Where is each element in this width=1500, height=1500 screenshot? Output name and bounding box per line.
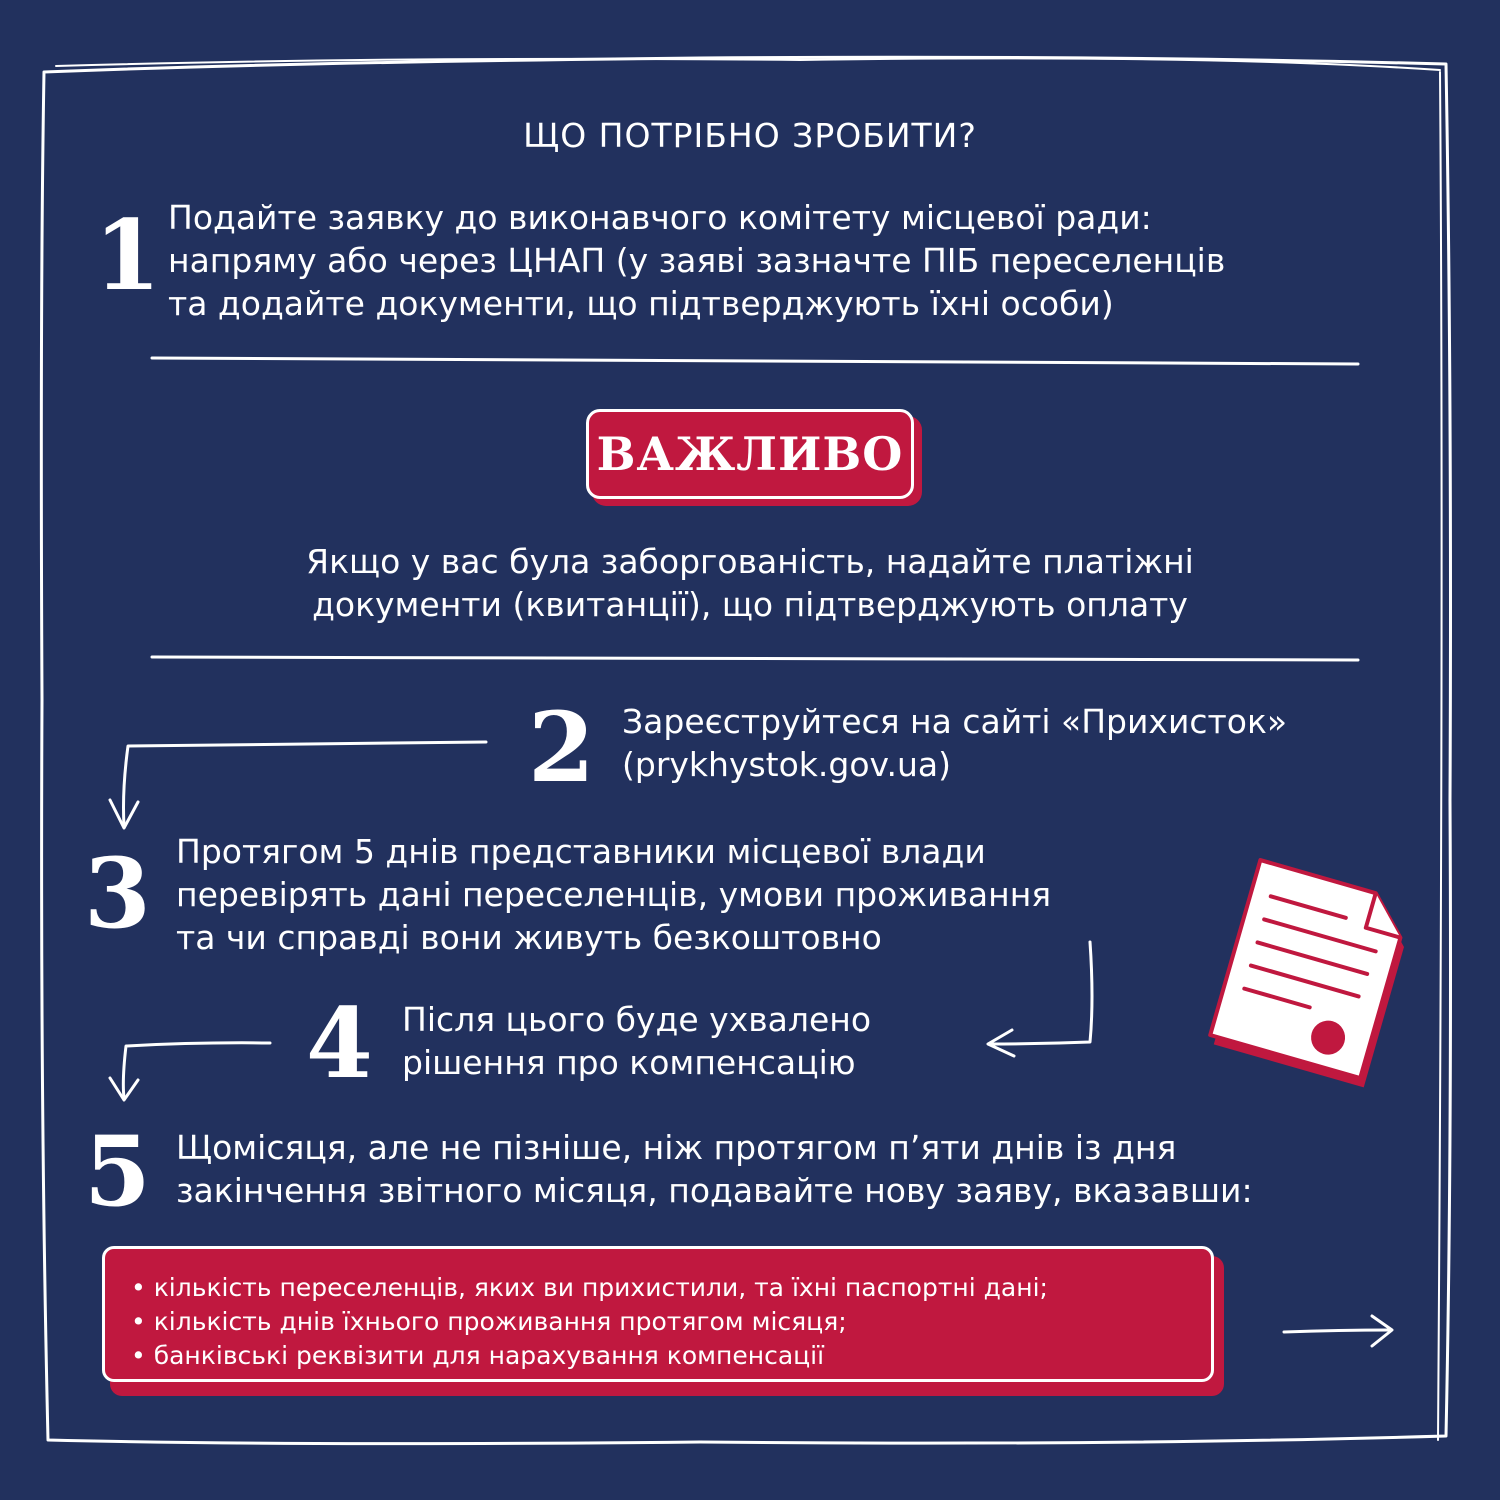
arrow-icon: [1284, 1330, 1390, 1332]
list-item: • банківські реквізити для нарахування компенсації: [131, 1341, 825, 1370]
divider: [152, 657, 1358, 660]
divider: [152, 358, 1358, 364]
step-3-number: 3: [84, 837, 151, 950]
document-icon: [1208, 860, 1416, 1087]
step-2-number: 2: [528, 691, 595, 804]
step-5-text: Щомісяця, але не пізніше, ніж протягом п’яти днів із дня закінчення звітного місяця, подавайте нову заяву, вказавши:: [176, 1128, 1253, 1210]
step-1-number: 1: [94, 199, 161, 312]
important-text: Якщо у вас була заборгованість, надайте платіжні документи (квитанції), що підтверджують оплату: [306, 542, 1194, 624]
step-4-number: 4: [306, 987, 373, 1100]
page-title: ЩО ПОТРІБНО ЗРОБИТИ?: [523, 116, 977, 155]
step-1-text: Подайте заявку до виконавчого комітету місцевої ради: напряму або через ЦНАП (у заяві зазначте ПІБ переселенців та додайте документи, що підтверджують їхні особи): [168, 198, 1226, 323]
list-item: • кількість переселенців, яких ви прихистили, та їхні паспортні дані;: [131, 1273, 1048, 1302]
arrow-icon: [124, 742, 487, 826]
important-badge: ВАЖЛИВО: [586, 409, 914, 499]
step-4-text: Після цього буде ухвалено рішення про компенсацію: [402, 1000, 872, 1082]
step-3-text: Протягом 5 днів представники місцевої влади перевірять дані переселенців, умови проживання та чи справді вони живуть безкоштовно: [176, 832, 1052, 957]
step-5-number: 5: [84, 1115, 151, 1228]
requirements-box: [102, 1246, 1214, 1382]
step-2-text: Зареєструйтеся на сайті «Прихисток» (prykhystok.gov.ua): [622, 702, 1288, 784]
list-item: • кількість днів їхнього проживання протягом місяця;: [131, 1307, 847, 1336]
arrow-icon: [123, 1043, 270, 1098]
